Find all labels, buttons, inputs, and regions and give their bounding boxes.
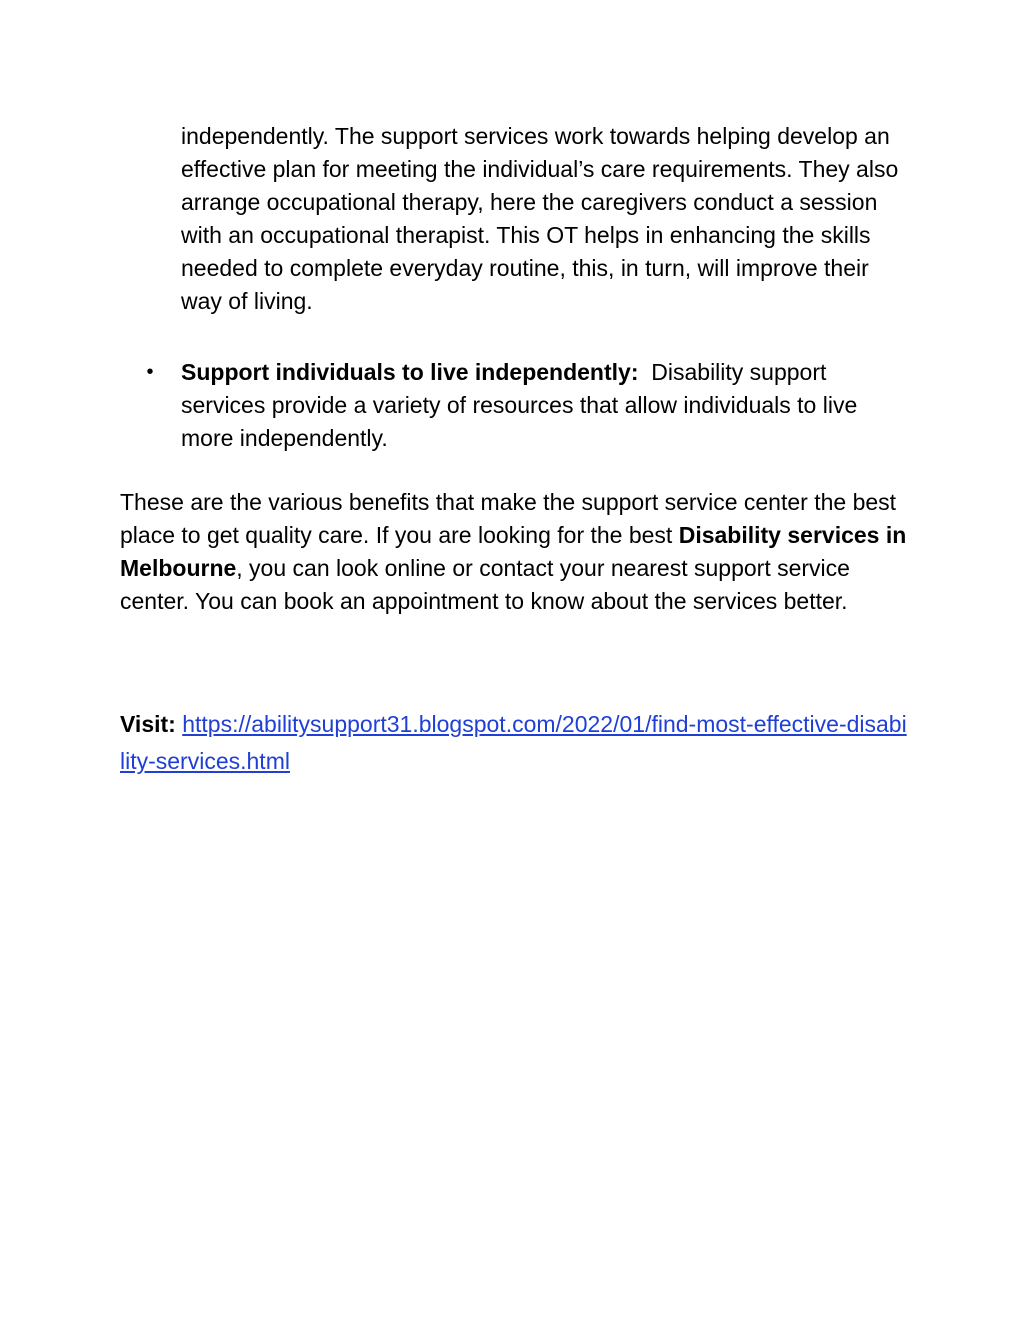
bullet-body: Disability support services provide a variety of resources that allow individuals to live more independently. xyxy=(181,359,858,451)
summary-text-start: These are the various benefits that make the support service center the best place to get quality care. If you are looking for the best xyxy=(120,489,897,548)
bullet-heading: Support individuals to live independently: xyxy=(181,359,639,385)
bullet-icon: • xyxy=(146,361,154,383)
visit-line xyxy=(120,706,910,780)
summary-bold-keyword: Disability services in Melbourne xyxy=(120,522,907,581)
continued-paragraph: independently. The support services work towards helping develop an effective plan for meeting the individual’s care requirements. They also arrange occupational therapy, here the caregivers conduct a session with an occupational therapist. This OT helps in enhancing the skills needed to complete everyday routine, this, in turn, will improve their way of living. xyxy=(181,123,899,314)
visit-label: Visit: xyxy=(120,711,176,737)
summary-text-end: , you can look online or contact your nearest support service center. You can book an appointment to know about the services better. xyxy=(120,555,850,614)
visit-link[interactable]: https://abilitysupport31.blogspot.com/2022/01/find-most-effective-disability-services.html xyxy=(120,711,907,774)
summary-paragraph xyxy=(120,486,910,618)
bullet-list-item xyxy=(146,356,911,455)
